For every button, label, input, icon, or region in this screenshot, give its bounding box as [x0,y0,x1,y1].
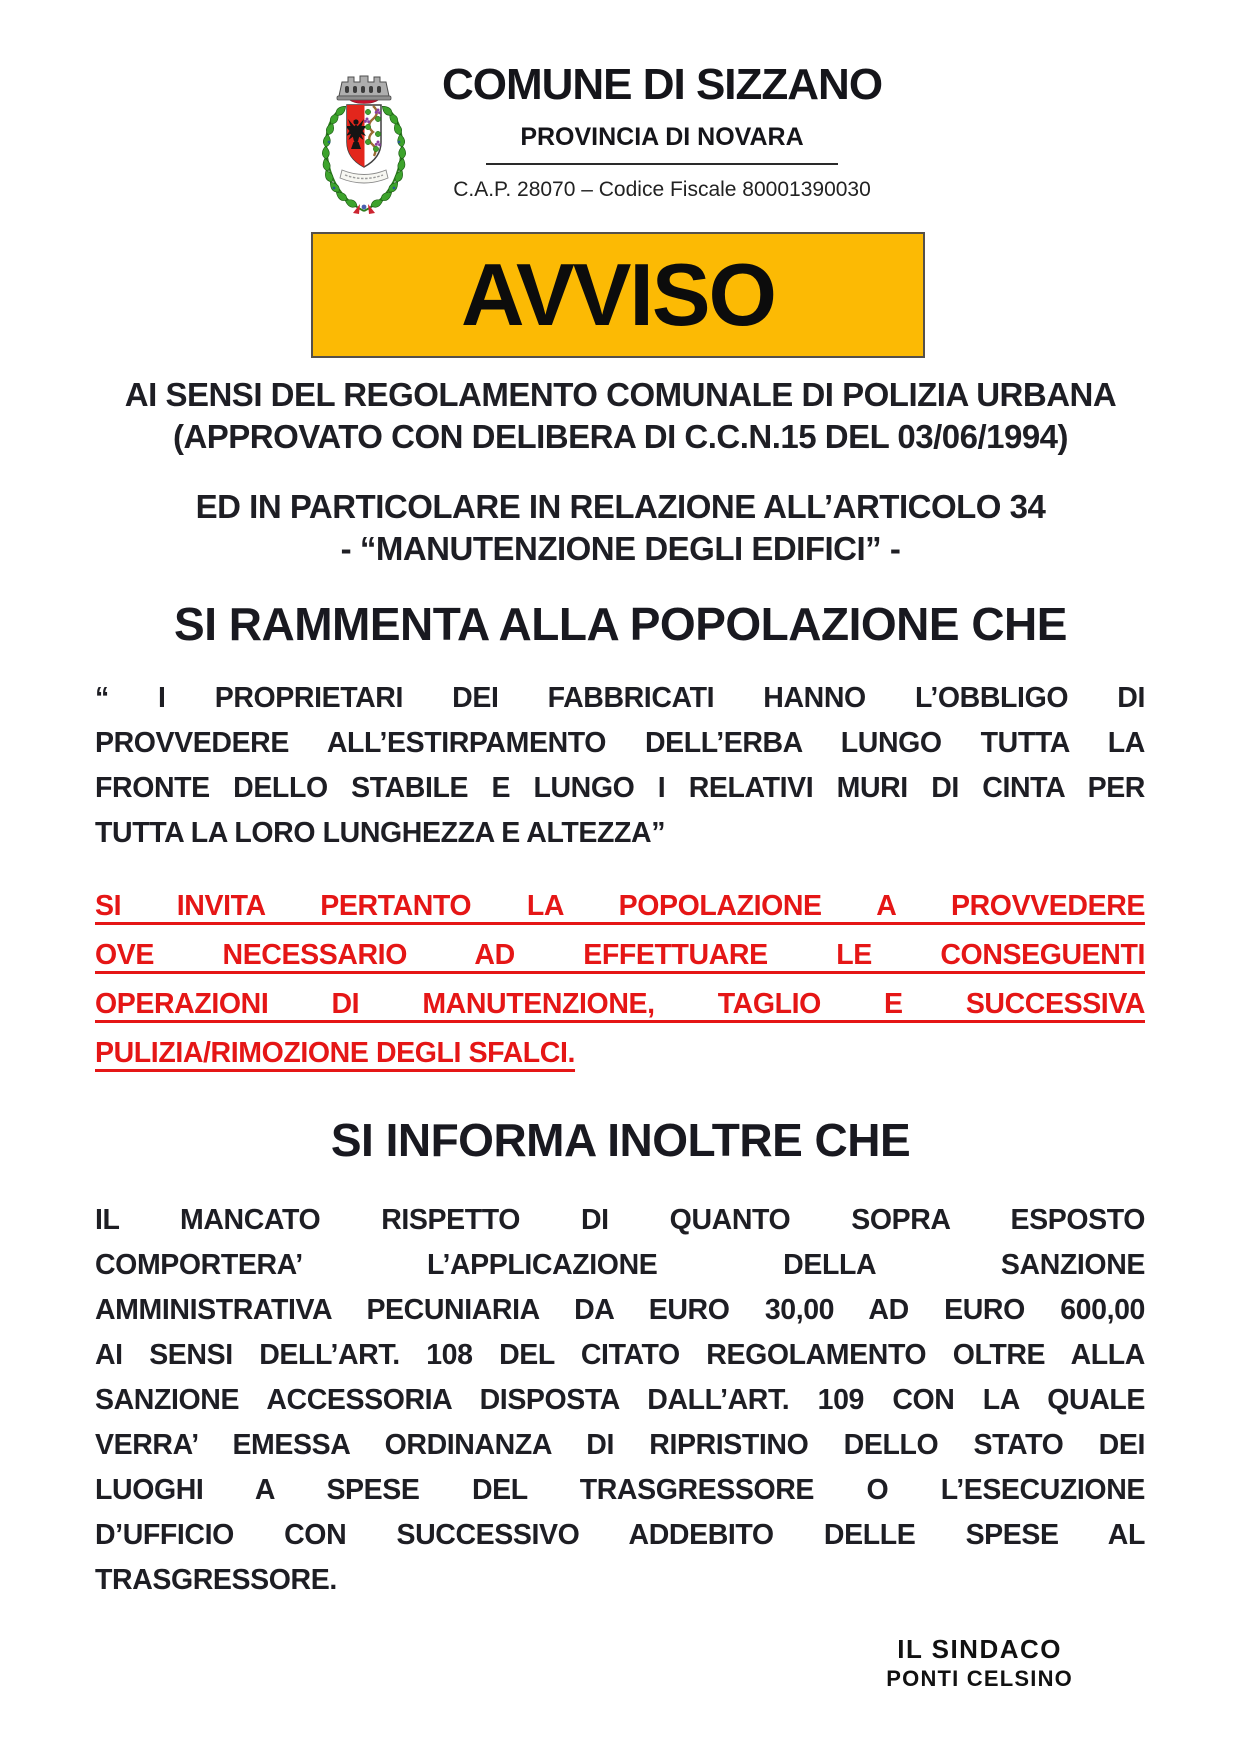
avviso-banner [311,232,925,358]
paragraph-line: AI SENSI DELL’ART. 108 DEL CITATO REGOLAMENTO OLTRE ALLA [95,1339,1145,1371]
rammenta-paragraph [95,676,1145,856]
header-divider [486,163,838,165]
intro-line: - “MANUTENZIONE DEGLI EDIFICI” - [340,530,901,567]
cap-fiscal-code-line: C.A.P. 28070 – Codice Fiscale 80001390030 [453,178,871,201]
intro-line: (APPROVATO CON DELIBERA DI C.C.N.15 DEL 03/06/1994) [172,418,1069,455]
signature-role: IL SINDACO [897,1634,1063,1664]
paragraph-line: COMPORTERA’ L’APPLICAZIONE DELLA SANZIONE [95,1249,1145,1281]
paragraph-line: TUTTA LA LORO LUNGHEZZA E ALTEZZA” [95,817,666,849]
signature-block [886,1633,1073,1693]
intro-line: AI SENSI DEL REGOLAMENTO COMUNALE DI POLIZIA URBANA [124,376,1117,413]
intro-block [0,374,1241,570]
municipal-coat-of-arms-icon [318,72,410,218]
paragraph-line: D’UFFICIO CON SUCCESSIVO ADDEBITO DELLE SPESE AL [95,1519,1145,1551]
warning-line: OVE NECESSARIO AD EFFETTUARE LE CONSEGUENTI [95,939,1145,971]
warning-line: SI INVITA PERTANTO LA POPOLAZIONE A PROVVEDERE [95,890,1145,922]
rammenta-heading: SI RAMMENTA ALLA POPOLAZIONE CHE [174,598,1067,650]
document-header [0,60,1241,218]
motto-scroll-icon [340,170,388,183]
shield-icon [346,105,382,167]
paragraph-line: SANZIONE ACCESSORIA DISPOSTA DALL’ART. 109 CON LA QUALE [95,1384,1145,1416]
municipality-name: COMUNE DI SIZZANO [441,60,883,109]
warning-line: OPERAZIONI DI MANUTENZIONE, TAGLIO E SUCCESSIVA [95,988,1145,1020]
informa-paragraph [95,1198,1145,1603]
paragraph-line: PROVVEDERE ALL’ESTIRPAMENTO DELL’ERBA LUNGO TUTTA LA [95,727,1145,759]
paragraph-line: IL MANCATO RISPETTO DI QUANTO SOPRA ESPOSTO [95,1204,1145,1236]
avviso-banner-label: AVVISO [460,245,775,344]
informa-heading: SI INFORMA INOLTRE CHE [330,1114,911,1166]
paragraph-line: VERRA’ EMESSA ORDINANZA DI RIPRISTINO DELLO STATO DEI [95,1429,1145,1461]
paragraph-line: AMMINISTRATIVA PECUNIARIA DA EURO 30,00 AD EURO 600,00 [95,1294,1145,1326]
header-text-block [440,60,884,202]
province-name: PROVINCIA DI NOVARA [520,123,804,151]
signature-name: PONTI CELSINO [886,1666,1073,1691]
paragraph-line: “ I PROPRIETARI DEI FABBRICATI HANNO L’OBBLIGO DI [95,682,1145,714]
paragraph-line: FRONTE DELLO STABILE E LUNGO I RELATIVI MURI DI CINTA PER [95,772,1145,804]
intro-line: ED IN PARTICOLARE IN RELAZIONE ALL’ARTICOLO 34 [195,488,1046,525]
warning-line: PULIZIA/RIMOZIONE DEGLI SFALCI. [95,1037,576,1069]
mural-crown-icon [337,76,391,104]
paragraph-line: TRASGRESSORE. [95,1564,337,1596]
invito-warning-paragraph [95,882,1145,1078]
paragraph-line: LUOGHI A SPESE DEL TRASGRESSORE O L’ESECUZIONE [95,1474,1145,1506]
